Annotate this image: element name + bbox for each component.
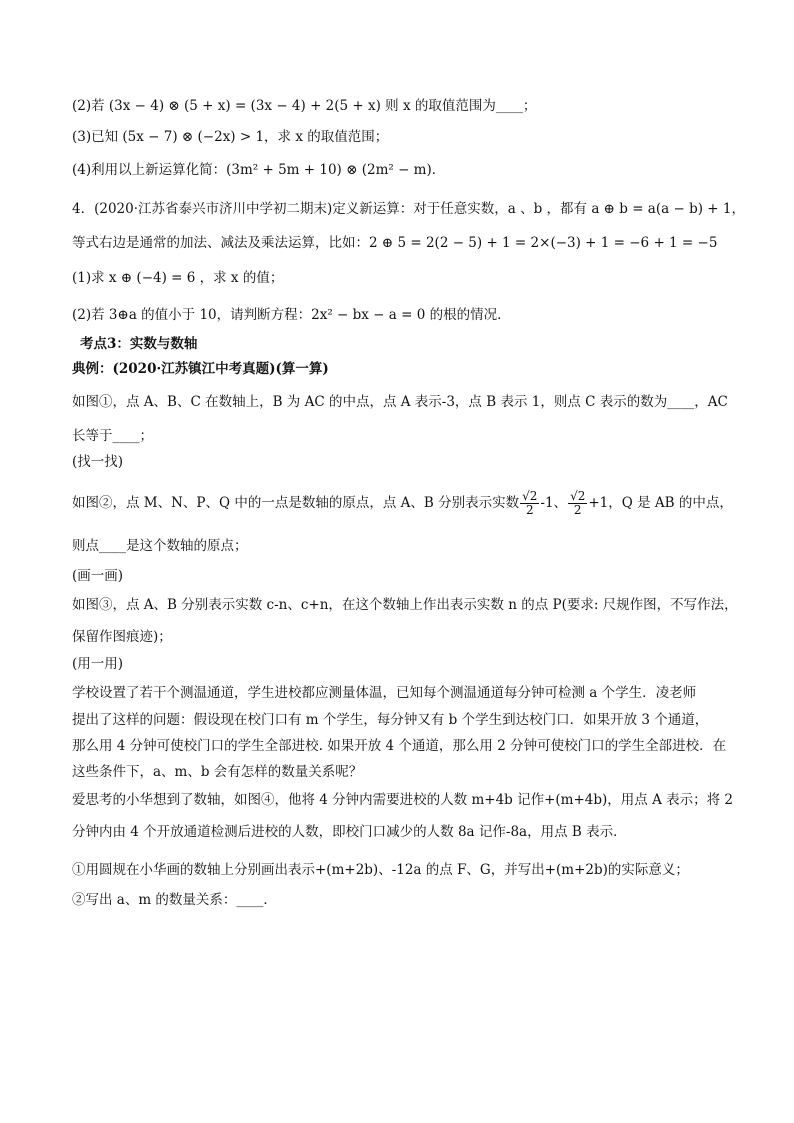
subsection-draw: (画一画) [72, 568, 124, 584]
fraction-numerator: √2 [522, 489, 538, 503]
question-part-3: (3)已知 (5x − 7) ⊗ (−2x) > 1，求 x 的取值范围； [72, 129, 389, 145]
figure-2-text-c: +1，Q 是 AB 的中点， [588, 495, 733, 511]
use-question-2: ②写出 a、m 的数量关系：____． [72, 892, 277, 908]
fraction-sqrt2-over-2 [520, 490, 539, 517]
example-figure-2-text-cont: 则点____是这个数轴的原点； [72, 538, 248, 554]
subsection-use: (用一用) [72, 656, 124, 672]
fraction-denominator: 2 [573, 503, 582, 517]
use-paragraph-line-3: 那么用 4 分钟可使校门口的学生全部进校. 如果开放 4 个通道，那么用 2 分钟可使校门口的学生全部进校．在 [72, 738, 727, 754]
subsection-find: (找一找) [72, 454, 124, 470]
question-part-2: (2)若 (3x − 4) ⊗ (5 + x) = (3x − 4) + 2(5 + x) 则 x 的取值范围为____； [72, 98, 537, 114]
figure-2-text-b: -1、 [540, 495, 568, 511]
figure-2-text-a: 如图②，点 M、N、P、Q 中的一点是数轴的原点，点 A、B 分别表示实数 [72, 495, 520, 511]
use-paragraph-line-6: 分钟内由 4 个开放通道检测后进校的人数，即校门口减少的人数 8a 记作-8a，用点 B 表示． [72, 824, 627, 840]
question-4-part-2: (2)若 3⊕a 的值小于 10，请判断方程：2x² − bx − a = 0 的根的情况． [72, 307, 511, 323]
use-paragraph-line-4: 这些条件下，a、m、b 会有怎样的数量关系呢？ [72, 764, 363, 780]
question-4-statement: 4．(2020·江苏省泰兴市济川中学初二期末)定义新运算：对于任意实数，a 、b ，都有 a ⊕ b = a(a − b) + 1， [72, 201, 745, 217]
example-figure-3-text: 如图③，点 A、B 分别表示实数 c-n、c+n，在这个数轴上作出表示实数 n 的点 P(要求: 尺规作图，不写作法， [72, 597, 738, 613]
fraction-numerator: √2 [570, 489, 586, 503]
use-paragraph-line-5: 爱思考的小华想到了数轴，如图④，他将 4 分钟内需要进校的人数 m+4b 记作+(m+4b)，用点 A 表示；将 2 [72, 792, 733, 808]
question-4-part-1: (1)求 x ⊕ (−4) = 6 ，求 x 的值； [72, 270, 284, 286]
use-paragraph-line-1: 学校设置了若干个测温通道，学生进校都应测量体温，已知每个测温通道每分钟可检测 a 个学生．凌老师 [72, 685, 697, 701]
fraction-denominator: 2 [525, 503, 534, 517]
example-figure-2-text [72, 490, 732, 517]
use-question-1: ①用圆规在小华画的数轴上分别画出表示+(m+2b)、-12a 的点 F、G，并写出+(m+2b)的实际意义； [72, 862, 689, 878]
example-figure-1-text: 如图①，点 A、B、C 在数轴上，B 为 AC 的中点，点 A 表示-3，点 B 表示 1，则点 C 表示的数为____，AC [72, 394, 728, 410]
example-figure-1-text-cont: 长等于____； [72, 428, 153, 444]
fraction-sqrt2-over-2-second [568, 490, 587, 517]
section-heading: 考点3：实数与数轴 [80, 336, 198, 352]
question-part-4: (4)利用以上新运算化简：(3m² + 5m + 10) ⊗ (2m² − m)． [72, 162, 446, 178]
example-figure-3-text-cont: 保留作图痕迹)； [72, 629, 172, 645]
question-4-example: 等式右边是通常的加法、减法及乘法运算，比如：2 ⊕ 5 = 2(2 − 5) + 1 = 2×(−3) + 1 = −6 + 1 = −5 [72, 235, 718, 251]
example-heading: 典例：(2020·江苏镇江中考真题)(算一算) [72, 361, 329, 377]
use-paragraph-line-2: 提出了这样的问题：假设现在校门口有 m 个学生，每分钟又有 b 个学生到达校门口．如果开放 3 个通道， [72, 712, 709, 728]
